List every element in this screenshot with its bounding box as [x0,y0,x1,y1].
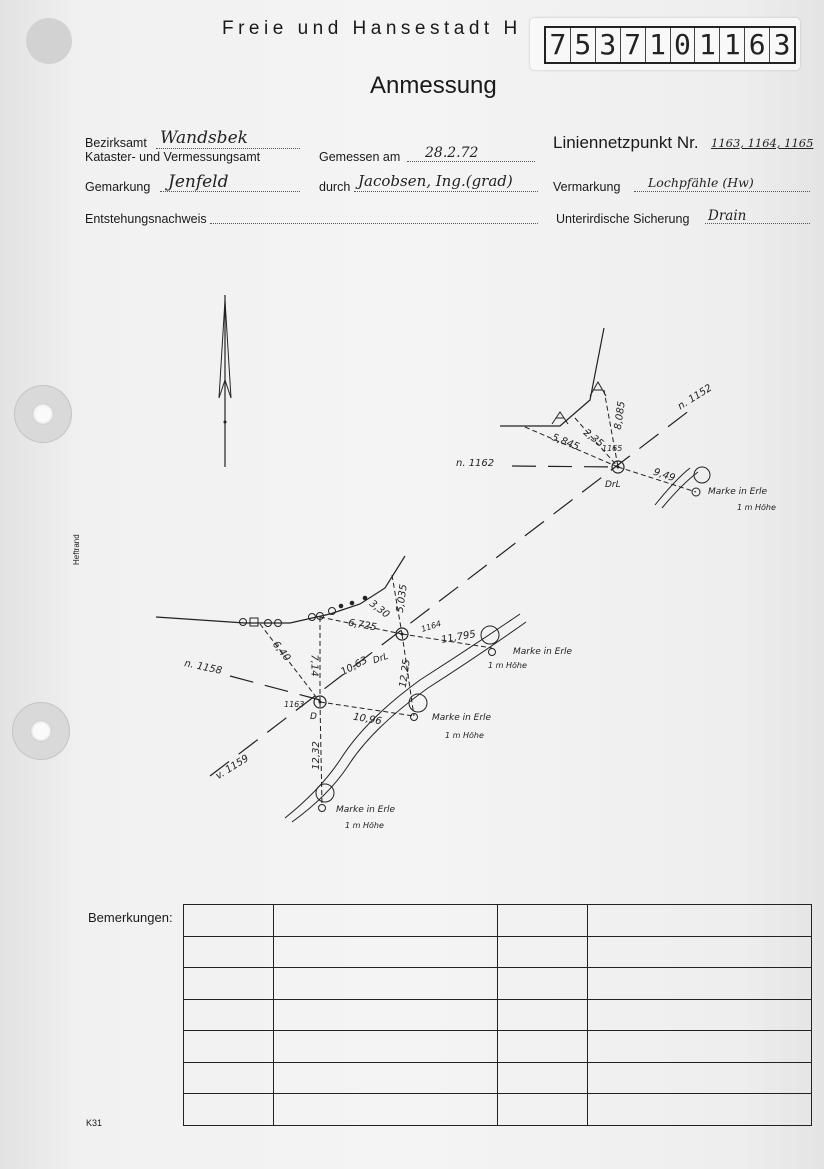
remarks-cell[interactable] [588,1094,812,1126]
fence-line-lower [156,556,405,623]
remarks-cell[interactable] [184,1031,274,1063]
bezirksamt-label: Bezirksamt [85,136,147,150]
table-row [184,936,812,968]
bezirksamt-value: Wandsbek [160,128,248,148]
header-title: Freie und Hansestadt H [222,18,522,39]
remarks-cell[interactable] [498,1062,588,1094]
measurement: 12,25 [397,658,413,689]
measurement: 10,96 [352,711,383,728]
remarks-cell[interactable] [498,1031,588,1063]
remarks-cell[interactable] [273,999,498,1031]
measurement: 10,63 [339,654,370,679]
stamp-digit: 1 [720,28,745,62]
remarks-cell[interactable] [498,936,588,968]
remarks-cell[interactable] [273,936,498,968]
measurement: 3,30 [366,598,392,621]
ref-label: n. 1162 [456,458,495,469]
remarks-cell[interactable] [184,999,274,1031]
stamp-digit: 7 [546,28,571,62]
kataster-label: Kataster- und Vermessungsamt [85,150,261,164]
remarks-cell[interactable] [273,1062,498,1094]
remarks-cell[interactable] [588,1031,812,1063]
fence-line-upper [500,328,604,426]
stamp-digit: 5 [571,28,596,62]
remarks-cell[interactable] [184,968,274,1000]
fence-post-icon [552,412,568,424]
vermarkung-value: Lochpfähle (Hw) [648,175,754,190]
ref-label: v. 1159 [213,753,252,782]
form-title: Anmessung [370,72,497,99]
remarks-cell[interactable] [273,968,498,1000]
entstehung-label: Entstehungsnachweis [85,212,207,226]
gemarkung-label: Gemarkung [85,180,151,194]
remarks-cell[interactable] [588,936,812,968]
drain-annotation: D [310,712,317,722]
stamp-digit: 3 [773,28,791,61]
marker-note: Marke in Erle [432,713,492,723]
remarks-cell[interactable] [184,936,274,968]
linienpunkt-label: Liniennetzpunkt Nr. [553,133,699,152]
marker-note: 1 m Höhe [445,731,484,740]
measurement: 5,035 [394,583,410,614]
stamp-digit: 0 [671,28,696,62]
remarks-cell[interactable] [184,1062,274,1094]
remarks-label: Bemerkungen: [88,910,173,925]
point-label: 1163 [284,700,305,709]
gemarkung-value: Jenfeld [168,172,229,192]
drain-annotation: DrL [371,651,390,667]
point-label: 1164 [420,619,443,634]
measurement: 11,795 [440,629,477,646]
tree-icon [316,784,334,812]
remarks-cell[interactable] [498,968,588,1000]
marker-note: 1 m Höhe [345,821,384,830]
table-row [184,999,812,1031]
measurement: 6,725 [347,617,378,634]
ref-label: n. 1158 [183,658,223,677]
marker-note: Marke in Erle [708,487,768,497]
point-label: 1165 [602,444,623,453]
ref-label: n. 1152 [675,382,715,413]
drain-annotation: DrL [605,480,621,490]
linienpunkt-value: 1163, 1164, 1165 [711,136,814,150]
table-row [184,1062,812,1094]
remarks-cell[interactable] [588,905,812,937]
measurement: 2,35 [580,427,606,450]
table-row [184,1031,812,1063]
measurement: 7,14 [308,654,320,677]
measurement: 8,085 [612,400,628,431]
remarks-cell[interactable] [498,999,588,1031]
marker-note: 1 m Höhe [488,661,527,670]
unterirdisch-label: Unterirdische Sicherung [556,212,690,226]
table-row [184,905,812,937]
reference-line-1162 [512,466,618,467]
reference-line-1158 [230,676,320,700]
remarks-cell[interactable] [498,905,588,937]
remarks-cell[interactable] [184,905,274,937]
stamp-digit: 6 [745,28,770,62]
stamp-digit: 1 [695,28,720,62]
remarks-cell[interactable] [588,1062,812,1094]
marker-note: 1 m Höhe [737,503,776,512]
form-code: K31 [86,1118,103,1128]
remarks-cell[interactable] [273,905,498,937]
measurement: 9,49 [651,466,677,485]
remarks-cell[interactable] [184,1094,274,1126]
stamp-digit: 7 [621,28,646,62]
measurement: 5,845 [549,432,581,453]
table-row [184,968,812,1000]
remarks-cell[interactable] [498,1094,588,1126]
gemessen-label: Gemessen am [319,150,401,164]
heftrand-label: Heftrand [72,534,81,565]
table-row [184,1094,812,1126]
remarks-cell[interactable] [588,968,812,1000]
stamp-digit: 3 [596,28,621,62]
remarks-cell[interactable] [273,1031,498,1063]
measurement: 12,32 [310,741,322,770]
remarks-cell[interactable] [273,1094,498,1126]
stamp-digit: 1 [646,28,671,62]
gemessen-value: 28.2.72 [425,145,479,161]
remarks-cell[interactable] [588,999,812,1031]
durch-label: durch [319,180,351,194]
remarks-table [183,904,812,1126]
marker-note: Marke in Erle [336,805,396,815]
marker-note: Marke in Erle [513,647,573,657]
north-arrow-icon [219,295,231,467]
unterirdisch-value: Drain [708,208,747,224]
vermarkung-label: Vermarkung [553,180,621,194]
durch-value: Jacobsen, Ing.(grad) [358,172,513,190]
measurement: 6,40 [269,639,293,664]
